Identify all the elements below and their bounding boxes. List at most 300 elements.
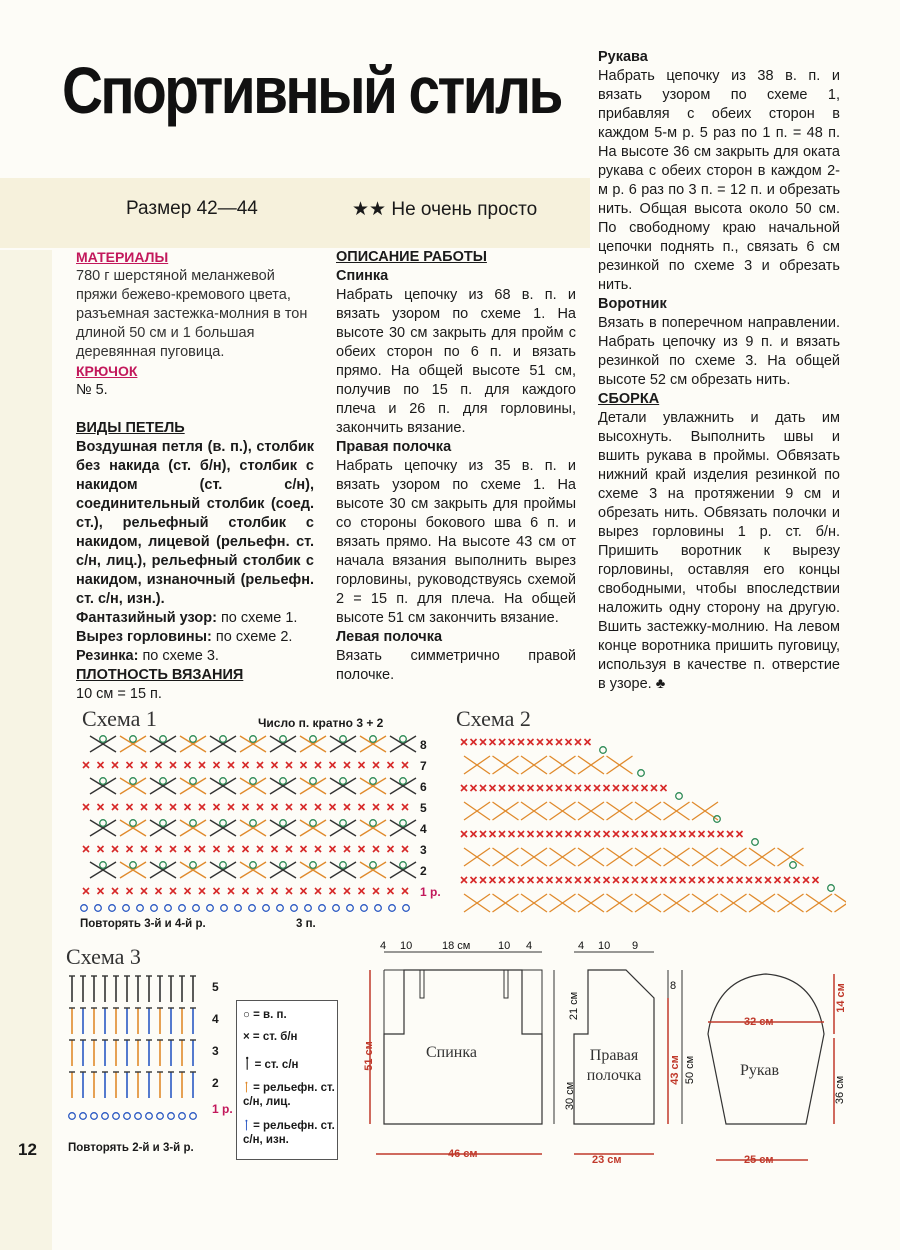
sleeves-text: Набрать цепочку из 38 в. п. и вязать узором по схеме 1, прибавляя с обеих сторон в каждом 5-м р. 5 раз по 1 п. = 48 п. На высоте 36 см закрыть для оката рукава с обеих сторон в каждом 2-м р. 6 раз по 3 п. = 12 п. и обрезать нить. Общая высота около 50 см. По свободному краю начальной цепочки поднять п., связать 6 см резинкой по схеме 3 и обрезать нить. — [598, 68, 840, 293]
chain-symbol — [400, 778, 407, 785]
single-crochet-symbol — [170, 804, 176, 810]
chain-symbol — [752, 839, 759, 846]
single-crochet-symbol — [547, 785, 553, 791]
single-crochet-symbol — [243, 804, 249, 810]
single-crochet-symbol — [471, 877, 477, 883]
crossed-stitch-symbol — [360, 736, 386, 752]
legend-vp: ○ = в. п. — [243, 1009, 287, 1021]
crossed-stitch-symbol — [270, 862, 296, 878]
crossed-stitch-symbol — [270, 820, 296, 836]
chain-symbol — [69, 1113, 76, 1120]
neck-label: Вырез горловины: — [76, 629, 212, 645]
crossed-stitch-symbol — [120, 820, 146, 836]
single-crochet-symbol — [689, 877, 695, 883]
legend-relief-back: ᛙ = рельефн. ст. с/н, изн. — [243, 1120, 335, 1146]
single-crochet-symbol — [461, 831, 467, 837]
single-crochet-symbol — [765, 877, 771, 883]
chain-symbol — [100, 778, 107, 785]
row-number: 1 р. — [420, 885, 441, 899]
chain-symbol — [291, 905, 298, 912]
single-crochet-symbol — [228, 762, 234, 768]
single-crochet-symbol — [585, 739, 591, 745]
single-crochet-symbol — [642, 785, 648, 791]
chain-symbol — [310, 778, 317, 785]
crossed-stitch-symbol — [390, 778, 416, 794]
single-crochet-symbol — [480, 785, 486, 791]
crossed-stitch-symbol — [721, 848, 747, 866]
single-crochet-symbol — [537, 785, 543, 791]
back-text: Набрать цепочку из 68 в. п. и вязать узором по схеме 1. На высоте 30 см закрыть для пройм с обеих сторон по 6 п. и вязать прямо. На общей высоте 51 см, получив по 15 п. для каждого плеча и 26 п. для горловины, закончить вязание. — [336, 287, 576, 436]
chain-symbol — [319, 905, 326, 912]
single-crochet-symbol — [98, 804, 104, 810]
single-crochet-symbol — [127, 762, 133, 768]
single-crochet-symbol — [670, 877, 676, 883]
single-crochet-symbol — [359, 888, 365, 894]
single-crochet-symbol — [127, 846, 133, 852]
middle-column — [336, 248, 576, 685]
single-crochet-symbol — [737, 831, 743, 837]
chain-symbol — [130, 736, 137, 743]
single-crochet-symbol — [718, 877, 724, 883]
chain-symbol — [389, 905, 396, 912]
crossed-stitch-symbol — [150, 736, 176, 752]
chain-symbol — [190, 736, 197, 743]
single-crochet-symbol — [286, 846, 292, 852]
dim-front-top-3: 9 — [632, 940, 639, 952]
row-number: 5 — [420, 801, 427, 815]
single-crochet-symbol — [594, 785, 600, 791]
chain-symbol — [403, 905, 410, 912]
description-heading: ОПИСАНИЕ РАБОТЫ — [336, 249, 487, 265]
crossed-stitch-symbol — [330, 820, 356, 836]
single-crochet-symbol — [286, 804, 292, 810]
fancy-label: Фантазийный узор: — [76, 610, 217, 626]
chain-symbol — [250, 736, 257, 743]
assembly-text: Детали увлажнить и дать им высохнуть. Выполнить швы и вшить рукава в проймы. Обвязать нижний край изделия резинкой по схеме 3 на протяжении 9 см и обрезать нить. Обвязать полочки и вырез горловины 1 р. ст. б/н. Пришить воротник к вырезу горловины, оставляя его концы свободными, чтобы впоследствии наложить одну сторону на другую. Вшить застежку-молнию. На левом конце воротника пришить пуговицу, используя в качестве п. отверстие в узоре. — [598, 410, 840, 692]
crossed-stitch-symbol — [578, 848, 604, 866]
single-crochet-symbol — [509, 831, 515, 837]
single-crochet-symbol — [461, 877, 467, 883]
dim-front-width: 23 см — [592, 1154, 622, 1166]
crossed-stitch-symbol — [90, 736, 116, 752]
single-crochet-symbol — [756, 877, 762, 883]
single-crochet-symbol — [257, 804, 263, 810]
single-crochet-symbol — [737, 877, 743, 883]
page-title: Спортивный стиль — [62, 53, 561, 127]
crossed-stitch-symbol — [240, 778, 266, 794]
single-crochet-symbol — [794, 877, 800, 883]
chain-symbol — [220, 778, 227, 785]
chain-symbol — [130, 820, 137, 827]
single-crochet-symbol — [594, 877, 600, 883]
single-crochet-symbol — [112, 888, 118, 894]
crossed-stitch-symbol — [150, 862, 176, 878]
single-crochet-symbol — [344, 846, 350, 852]
crossed-stitch-symbol — [607, 756, 633, 774]
dim-back-total: 51 см — [362, 1041, 375, 1071]
crossed-stitch-symbol — [664, 802, 690, 820]
single-crochet-symbol — [127, 888, 133, 894]
crossed-stitch-symbol — [692, 848, 718, 866]
single-crochet-symbol — [286, 888, 292, 894]
crossed-stitch-symbol — [464, 802, 490, 820]
crossed-stitch-symbol — [360, 778, 386, 794]
fancy-value: по схеме 1. — [220, 610, 298, 626]
chain-symbol — [190, 862, 197, 869]
legend-stsn: ᛙ = ст. с/н — [243, 1055, 299, 1071]
crossed-stitch-symbol — [210, 820, 236, 836]
single-crochet-symbol — [228, 846, 234, 852]
crossed-stitch-symbol — [464, 756, 490, 774]
single-crochet-symbol — [98, 888, 104, 894]
crossed-stitch-symbol — [464, 848, 490, 866]
schema1-title: Схема 1 — [82, 706, 157, 731]
single-crochet-symbol — [632, 785, 638, 791]
crossed-stitch-symbol — [464, 894, 490, 912]
hook-heading: КРЮЧОК — [76, 363, 138, 379]
single-crochet-symbol — [613, 877, 619, 883]
chain-symbol — [280, 778, 287, 785]
dim-sleeve-cap: 14 см — [834, 983, 847, 1013]
single-crochet-symbol — [359, 804, 365, 810]
crossed-stitch-symbol — [210, 862, 236, 878]
chain-symbol — [370, 862, 377, 869]
single-crochet-symbol — [373, 846, 379, 852]
crossed-stitch-symbol — [493, 756, 519, 774]
left-front-text: Вязать симметрично правой полочке. — [336, 648, 576, 683]
single-crochet-symbol — [509, 785, 515, 791]
single-crochet-symbol — [480, 739, 486, 745]
single-crochet-symbol — [528, 739, 534, 745]
crossed-stitch-symbol — [749, 894, 775, 912]
single-crochet-symbol — [344, 804, 350, 810]
single-crochet-symbol — [604, 877, 610, 883]
single-crochet-symbol — [257, 762, 263, 768]
crossed-stitch-symbol — [835, 894, 847, 912]
schema1-row-numbers — [420, 738, 450, 906]
star-icon: ★★ — [352, 199, 387, 220]
single-crochet-symbol — [718, 831, 724, 837]
single-crochet-symbol — [98, 846, 104, 852]
single-crochet-symbol — [214, 846, 220, 852]
chain-symbol — [91, 1113, 98, 1120]
chain-symbol — [168, 1113, 175, 1120]
crossed-stitch-symbol — [390, 862, 416, 878]
chain-symbol — [100, 862, 107, 869]
single-crochet-symbol — [388, 888, 394, 894]
single-crochet-symbol — [315, 888, 321, 894]
chain-symbol — [347, 905, 354, 912]
chain-symbol — [95, 905, 102, 912]
dim-front-height: 43 см — [668, 1055, 681, 1085]
single-crochet-symbol — [680, 831, 686, 837]
crossed-stitch-symbol — [180, 820, 206, 836]
chain-symbol — [310, 736, 317, 743]
materials-text: 780 г шерстяной меланжевой пряжи бежево-кремового цвета, разъемная застежка-молния в тон длиной 50 см и 1 большая деревянная пуговица. — [76, 268, 308, 360]
single-crochet-symbol — [518, 739, 524, 745]
chain-symbol — [638, 770, 645, 777]
schema1-diagram — [72, 730, 422, 930]
single-crochet-symbol — [199, 804, 205, 810]
single-crochet-symbol — [499, 785, 505, 791]
dim-back-top-2: 10 — [400, 940, 413, 952]
chain-symbol — [165, 905, 172, 912]
single-crochet-symbol — [141, 762, 147, 768]
row-number: 8 — [420, 738, 427, 752]
single-crochet-symbol — [471, 739, 477, 745]
single-crochet-symbol — [480, 877, 486, 883]
single-crochet-symbol — [301, 888, 307, 894]
single-crochet-symbol — [141, 846, 147, 852]
crossed-stitch-symbol — [390, 736, 416, 752]
crossed-stitch-symbol — [180, 778, 206, 794]
row-number: 3 — [420, 843, 427, 857]
row-number: 6 — [420, 780, 427, 794]
stitches-heading: ВИДЫ ПЕТЕЛЬ — [76, 420, 185, 436]
dim-sleeve-cap-width: 32 см — [744, 1016, 774, 1028]
size-label: Размер 42—44 — [126, 198, 258, 219]
dim-back-lower: 30 см — [564, 1081, 577, 1111]
crossed-stitch-symbol — [664, 848, 690, 866]
crossed-stitch-symbol — [360, 820, 386, 836]
crossed-stitch-symbol — [300, 862, 326, 878]
chain-symbol — [113, 1113, 120, 1120]
crossed-stitch-symbol — [120, 778, 146, 794]
sleeve-shape — [708, 974, 824, 1124]
chain-symbol — [137, 905, 144, 912]
chain-symbol — [80, 1113, 87, 1120]
chain-symbol — [100, 820, 107, 827]
chain-symbol — [220, 862, 227, 869]
single-crochet-symbol — [680, 877, 686, 883]
crossed-stitch-symbol — [749, 848, 775, 866]
single-crochet-symbol — [272, 846, 278, 852]
crossed-stitch-symbol — [806, 894, 832, 912]
single-crochet-symbol — [566, 785, 572, 791]
chain-symbol — [400, 736, 407, 743]
chain-symbol — [400, 820, 407, 827]
crossed-stitch-symbol — [692, 894, 718, 912]
chain-symbol — [123, 905, 130, 912]
single-crochet-symbol — [556, 785, 562, 791]
single-crochet-symbol — [784, 877, 790, 883]
chain-symbol — [828, 885, 835, 892]
chain-symbol — [280, 820, 287, 827]
single-crochet-symbol — [127, 804, 133, 810]
row-number: 2 — [212, 1076, 219, 1090]
single-crochet-symbol — [661, 785, 667, 791]
single-crochet-symbol — [490, 785, 496, 791]
single-crochet-symbol — [775, 877, 781, 883]
chain-symbol — [370, 778, 377, 785]
crossed-stitch-symbol — [330, 862, 356, 878]
symbol-legend — [236, 1000, 338, 1160]
schema3-repeat: Повторять 2-й и 3-й р. — [68, 1142, 194, 1154]
single-crochet-symbol — [490, 739, 496, 745]
dim-back-top-1: 4 — [380, 940, 387, 952]
chain-symbol — [375, 905, 382, 912]
crossed-stitch-symbol — [721, 894, 747, 912]
crossed-stitch-symbol — [90, 778, 116, 794]
single-crochet-symbol — [156, 846, 162, 852]
single-crochet-symbol — [499, 877, 505, 883]
single-crochet-symbol — [315, 846, 321, 852]
single-crochet-symbol — [199, 846, 205, 852]
single-crochet-symbol — [661, 877, 667, 883]
single-crochet-symbol — [330, 804, 336, 810]
chain-symbol — [249, 905, 256, 912]
crossed-stitch-symbol — [300, 820, 326, 836]
single-crochet-symbol — [537, 877, 543, 883]
crossed-stitch-symbol — [240, 820, 266, 836]
single-crochet-symbol — [185, 888, 191, 894]
crossed-stitch-symbol — [240, 862, 266, 878]
crossed-stitch-symbol — [330, 736, 356, 752]
crossed-stitch-symbol — [550, 756, 576, 774]
hook-size: № 5. — [76, 382, 108, 398]
crossed-stitch-symbol — [521, 756, 547, 774]
chain-symbol — [130, 778, 137, 785]
single-crochet-symbol — [499, 831, 505, 837]
single-crochet-symbol — [156, 888, 162, 894]
row-number: 3 — [212, 1044, 219, 1058]
collar-text: Вязать в поперечном направлении. Набрать цепочку из 9 п. и вязать резинкой по схеме 3. На общей высоте 52 см обрезать нить. — [598, 315, 840, 388]
chain-symbol — [250, 862, 257, 869]
crossed-stitch-symbol — [550, 802, 576, 820]
crossed-stitch-symbol — [120, 736, 146, 752]
chain-symbol — [190, 820, 197, 827]
single-crochet-symbol — [575, 877, 581, 883]
crossed-stitch-symbol — [180, 862, 206, 878]
crossed-stitch-symbol — [493, 802, 519, 820]
single-crochet-symbol — [528, 831, 534, 837]
chain-symbol — [81, 905, 88, 912]
single-crochet-symbol — [228, 888, 234, 894]
single-crochet-symbol — [509, 739, 515, 745]
end-mark-icon: ♣ — [655, 676, 666, 692]
crossed-stitch-symbol — [778, 894, 804, 912]
single-crochet-symbol — [112, 804, 118, 810]
chain-symbol — [157, 1113, 164, 1120]
single-crochet-symbol — [623, 877, 629, 883]
single-crochet-symbol — [315, 762, 321, 768]
crossed-stitch-symbol — [578, 802, 604, 820]
single-crochet-symbol — [699, 877, 705, 883]
crossed-stitch-symbol — [210, 778, 236, 794]
single-crochet-symbol — [388, 762, 394, 768]
back-label: Спинка — [426, 1044, 477, 1061]
single-crochet-symbol — [642, 877, 648, 883]
single-crochet-symbol — [373, 804, 379, 810]
crossed-stitch-symbol — [607, 848, 633, 866]
chain-symbol — [146, 1113, 153, 1120]
crossed-stitch-symbol — [270, 778, 296, 794]
single-crochet-symbol — [632, 831, 638, 837]
single-crochet-symbol — [461, 739, 467, 745]
materials-heading: МАТЕРИАЛЫ — [76, 249, 169, 265]
crossed-stitch-symbol — [550, 848, 576, 866]
single-crochet-symbol — [537, 739, 543, 745]
dim-back-top-3: 18 см — [442, 940, 471, 952]
single-crochet-symbol — [699, 831, 705, 837]
single-crochet-symbol — [566, 739, 572, 745]
chain-symbol — [361, 905, 368, 912]
single-crochet-symbol — [185, 762, 191, 768]
crossed-stitch-symbol — [240, 736, 266, 752]
single-crochet-symbol — [272, 888, 278, 894]
crossed-stitch-symbol — [210, 736, 236, 752]
single-crochet-symbol — [402, 804, 408, 810]
single-crochet-symbol — [330, 846, 336, 852]
chain-symbol — [340, 862, 347, 869]
dim-front-total: 50 см — [684, 1055, 697, 1085]
chain-symbol — [250, 778, 257, 785]
single-crochet-symbol — [651, 785, 657, 791]
single-crochet-symbol — [509, 877, 515, 883]
single-crochet-symbol — [727, 877, 733, 883]
single-crochet-symbol — [727, 831, 733, 837]
row-number: 1 р. — [212, 1102, 233, 1116]
chain-symbol — [193, 905, 200, 912]
single-crochet-symbol — [594, 831, 600, 837]
dim-sleeve-height: 36 см — [834, 1075, 847, 1105]
chain-symbol — [250, 820, 257, 827]
crossed-stitch-symbol — [578, 756, 604, 774]
chain-symbol — [124, 1113, 131, 1120]
single-crochet-symbol — [243, 846, 249, 852]
row-number: 2 — [420, 864, 427, 878]
single-crochet-symbol — [556, 831, 562, 837]
single-crochet-symbol — [471, 831, 477, 837]
chain-symbol — [280, 862, 287, 869]
single-crochet-symbol — [315, 804, 321, 810]
single-crochet-symbol — [623, 831, 629, 837]
gauge-text: 10 см = 15 п. — [76, 686, 162, 702]
single-crochet-symbol — [632, 877, 638, 883]
dim-back-width: 46 см — [448, 1148, 478, 1160]
chain-symbol — [370, 736, 377, 743]
rib-value: по схеме 3. — [142, 648, 219, 664]
crossed-stitch-symbol — [493, 894, 519, 912]
single-crochet-symbol — [98, 762, 104, 768]
schema1-note: Число п. кратно 3 + 2 — [258, 716, 384, 730]
single-crochet-symbol — [272, 762, 278, 768]
gauge-heading: ПЛОТНОСТЬ ВЯЗАНИЯ — [76, 667, 244, 683]
single-crochet-symbol — [199, 888, 205, 894]
crossed-stitch-symbol — [300, 778, 326, 794]
back-title: Спинка — [336, 268, 389, 284]
single-crochet-symbol — [257, 846, 263, 852]
crossed-stitch-symbol — [521, 848, 547, 866]
front-label: Правая полочка — [586, 1047, 642, 1084]
chain-symbol — [340, 778, 347, 785]
legend-relief-face: ᛙ = рельефн. ст. с/н, лиц. — [243, 1082, 335, 1108]
row-number: 4 — [420, 822, 427, 836]
single-crochet-symbol — [185, 804, 191, 810]
crossed-stitch-symbol — [150, 820, 176, 836]
single-crochet-symbol — [257, 888, 263, 894]
single-crochet-symbol — [585, 831, 591, 837]
crossed-stitch-symbol — [607, 894, 633, 912]
chain-symbol — [790, 862, 797, 869]
single-crochet-symbol — [359, 762, 365, 768]
chain-symbol — [277, 905, 284, 912]
single-crochet-symbol — [112, 762, 118, 768]
single-crochet-symbol — [708, 877, 714, 883]
single-crochet-symbol — [803, 877, 809, 883]
single-crochet-symbol — [537, 831, 543, 837]
single-crochet-symbol — [185, 846, 191, 852]
